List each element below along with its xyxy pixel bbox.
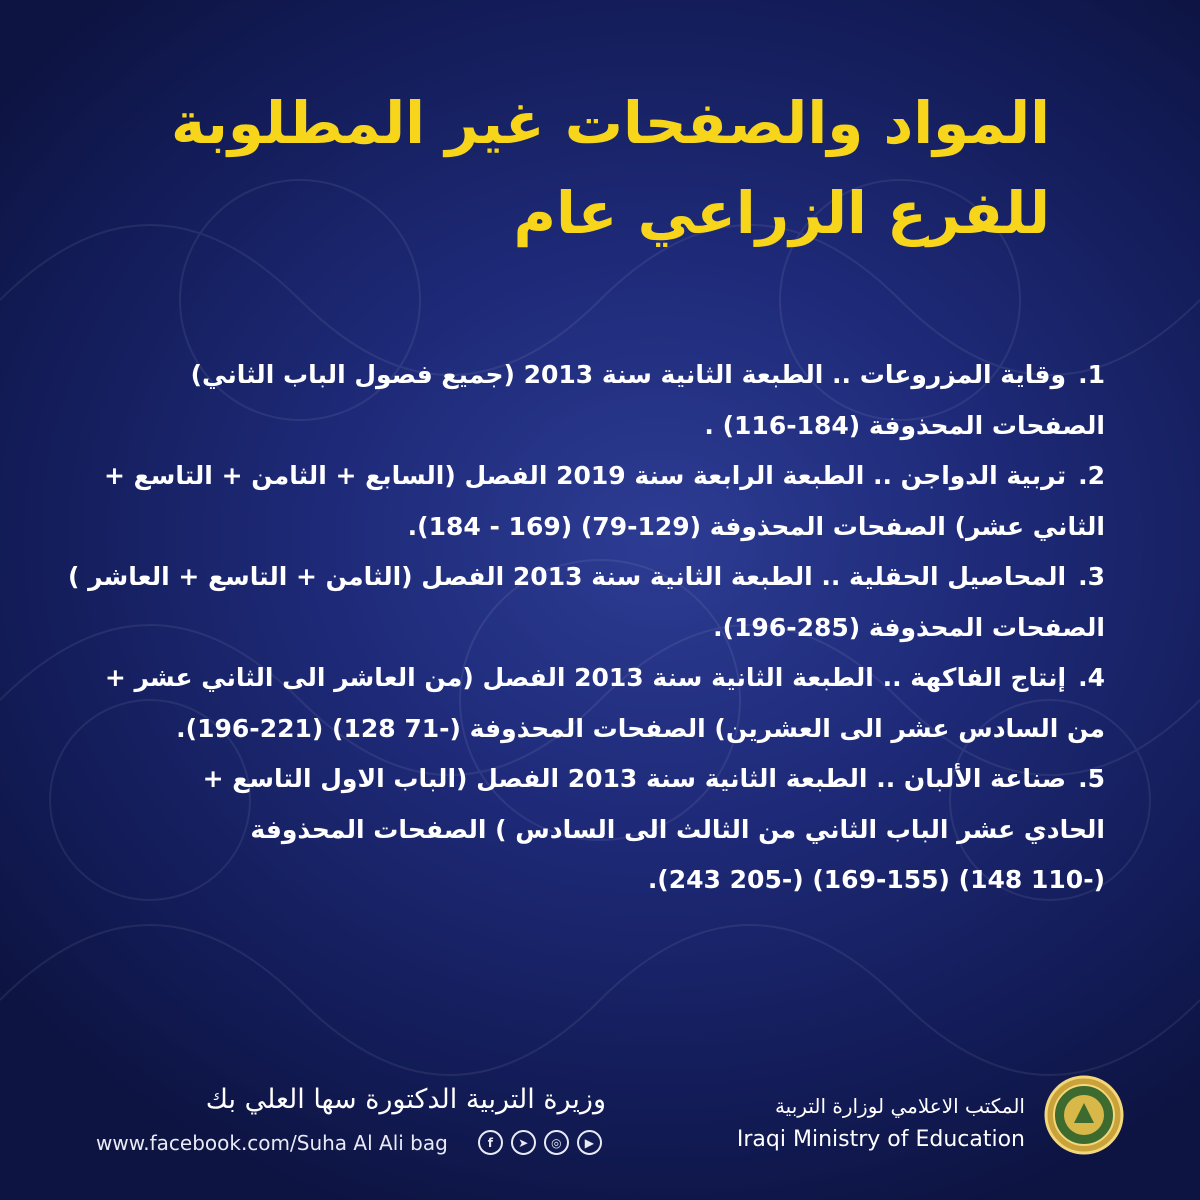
item-number: 1. xyxy=(1078,360,1105,389)
social-icons xyxy=(478,1130,602,1155)
item-text: المحاصيل الحقلية .. الطبعة الثانية سنة 2013 الفصل (الثامن + التاسع + العاشر ) xyxy=(68,562,1067,591)
list-item xyxy=(45,653,1105,754)
list-item xyxy=(45,350,1105,451)
youtube-icon[interactable]: ▶ xyxy=(577,1130,602,1155)
item-text: الصفحات المحذوفة (184-116) . xyxy=(704,410,1105,440)
items-list xyxy=(45,350,1105,906)
social-row xyxy=(96,1130,616,1155)
facebook-url[interactable]: www.facebook.com/Suha Al Ali bag xyxy=(96,1130,448,1155)
telegram-icon[interactable]: ➤ xyxy=(511,1130,536,1155)
title-line-1: المواد والصفحات غير المطلوبة xyxy=(170,89,1050,157)
list-item xyxy=(45,754,1105,906)
list-item xyxy=(45,552,1105,653)
item-number: 3. xyxy=(1078,562,1105,591)
item-text: وقاية المزروعات .. الطبعة الثانية سنة 2013 (جميع فصول الباب الثاني) xyxy=(190,360,1067,389)
list-item xyxy=(45,451,1105,552)
item-number: 5. xyxy=(1078,764,1105,793)
facebook-icon[interactable]: f xyxy=(478,1130,503,1155)
media-office-label: المكتب الاعلامي لوزارة التربية xyxy=(774,1094,1025,1118)
website-icon[interactable]: ◎ xyxy=(544,1130,569,1155)
item-text: (-110 148) (169-155) (-205 243). xyxy=(647,865,1105,894)
minister-footer xyxy=(96,1080,616,1155)
ministry-seal-icon xyxy=(1044,1075,1124,1155)
ministry-footer xyxy=(725,1090,1025,1158)
page-title xyxy=(150,78,1050,258)
minister-name: وزيرة التربية الدكتورة سها العلي بك xyxy=(205,1084,606,1115)
item-text: صناعة الألبان .. الطبعة الثانية سنة 2013 الفصل (الباب الاول التاسع + xyxy=(202,764,1067,793)
ministry-name-en: Iraqi Ministry of Education xyxy=(736,1127,1025,1152)
item-text: الحادي عشر الباب الثاني من الثالث الى السادس ) الصفحات المحذوفة xyxy=(250,814,1105,844)
item-text: الصفحات المحذوفة (285-196). xyxy=(713,612,1105,642)
item-number: 4. xyxy=(1078,663,1105,692)
item-number: 2. xyxy=(1078,461,1105,490)
title-line-2: للفرع الزراعي عام xyxy=(513,179,1050,247)
item-text: تربية الدواجن .. الطبعة الرابعة سنة 2019 الفصل (السابع + الثامن + التاسع + xyxy=(104,461,1067,490)
item-text: من السادس عشر الى العشرين) الصفحات المحذوفة (-71 128) (221-196). xyxy=(176,713,1105,743)
item-text: إنتاج الفاكهة .. الطبعة الثانية سنة 2013 الفصل (من العاشر الى الثاني عشر + xyxy=(104,663,1067,692)
item-text: الثاني عشر) الصفحات المحذوفة (129-79) (169 - 184). xyxy=(407,511,1105,541)
